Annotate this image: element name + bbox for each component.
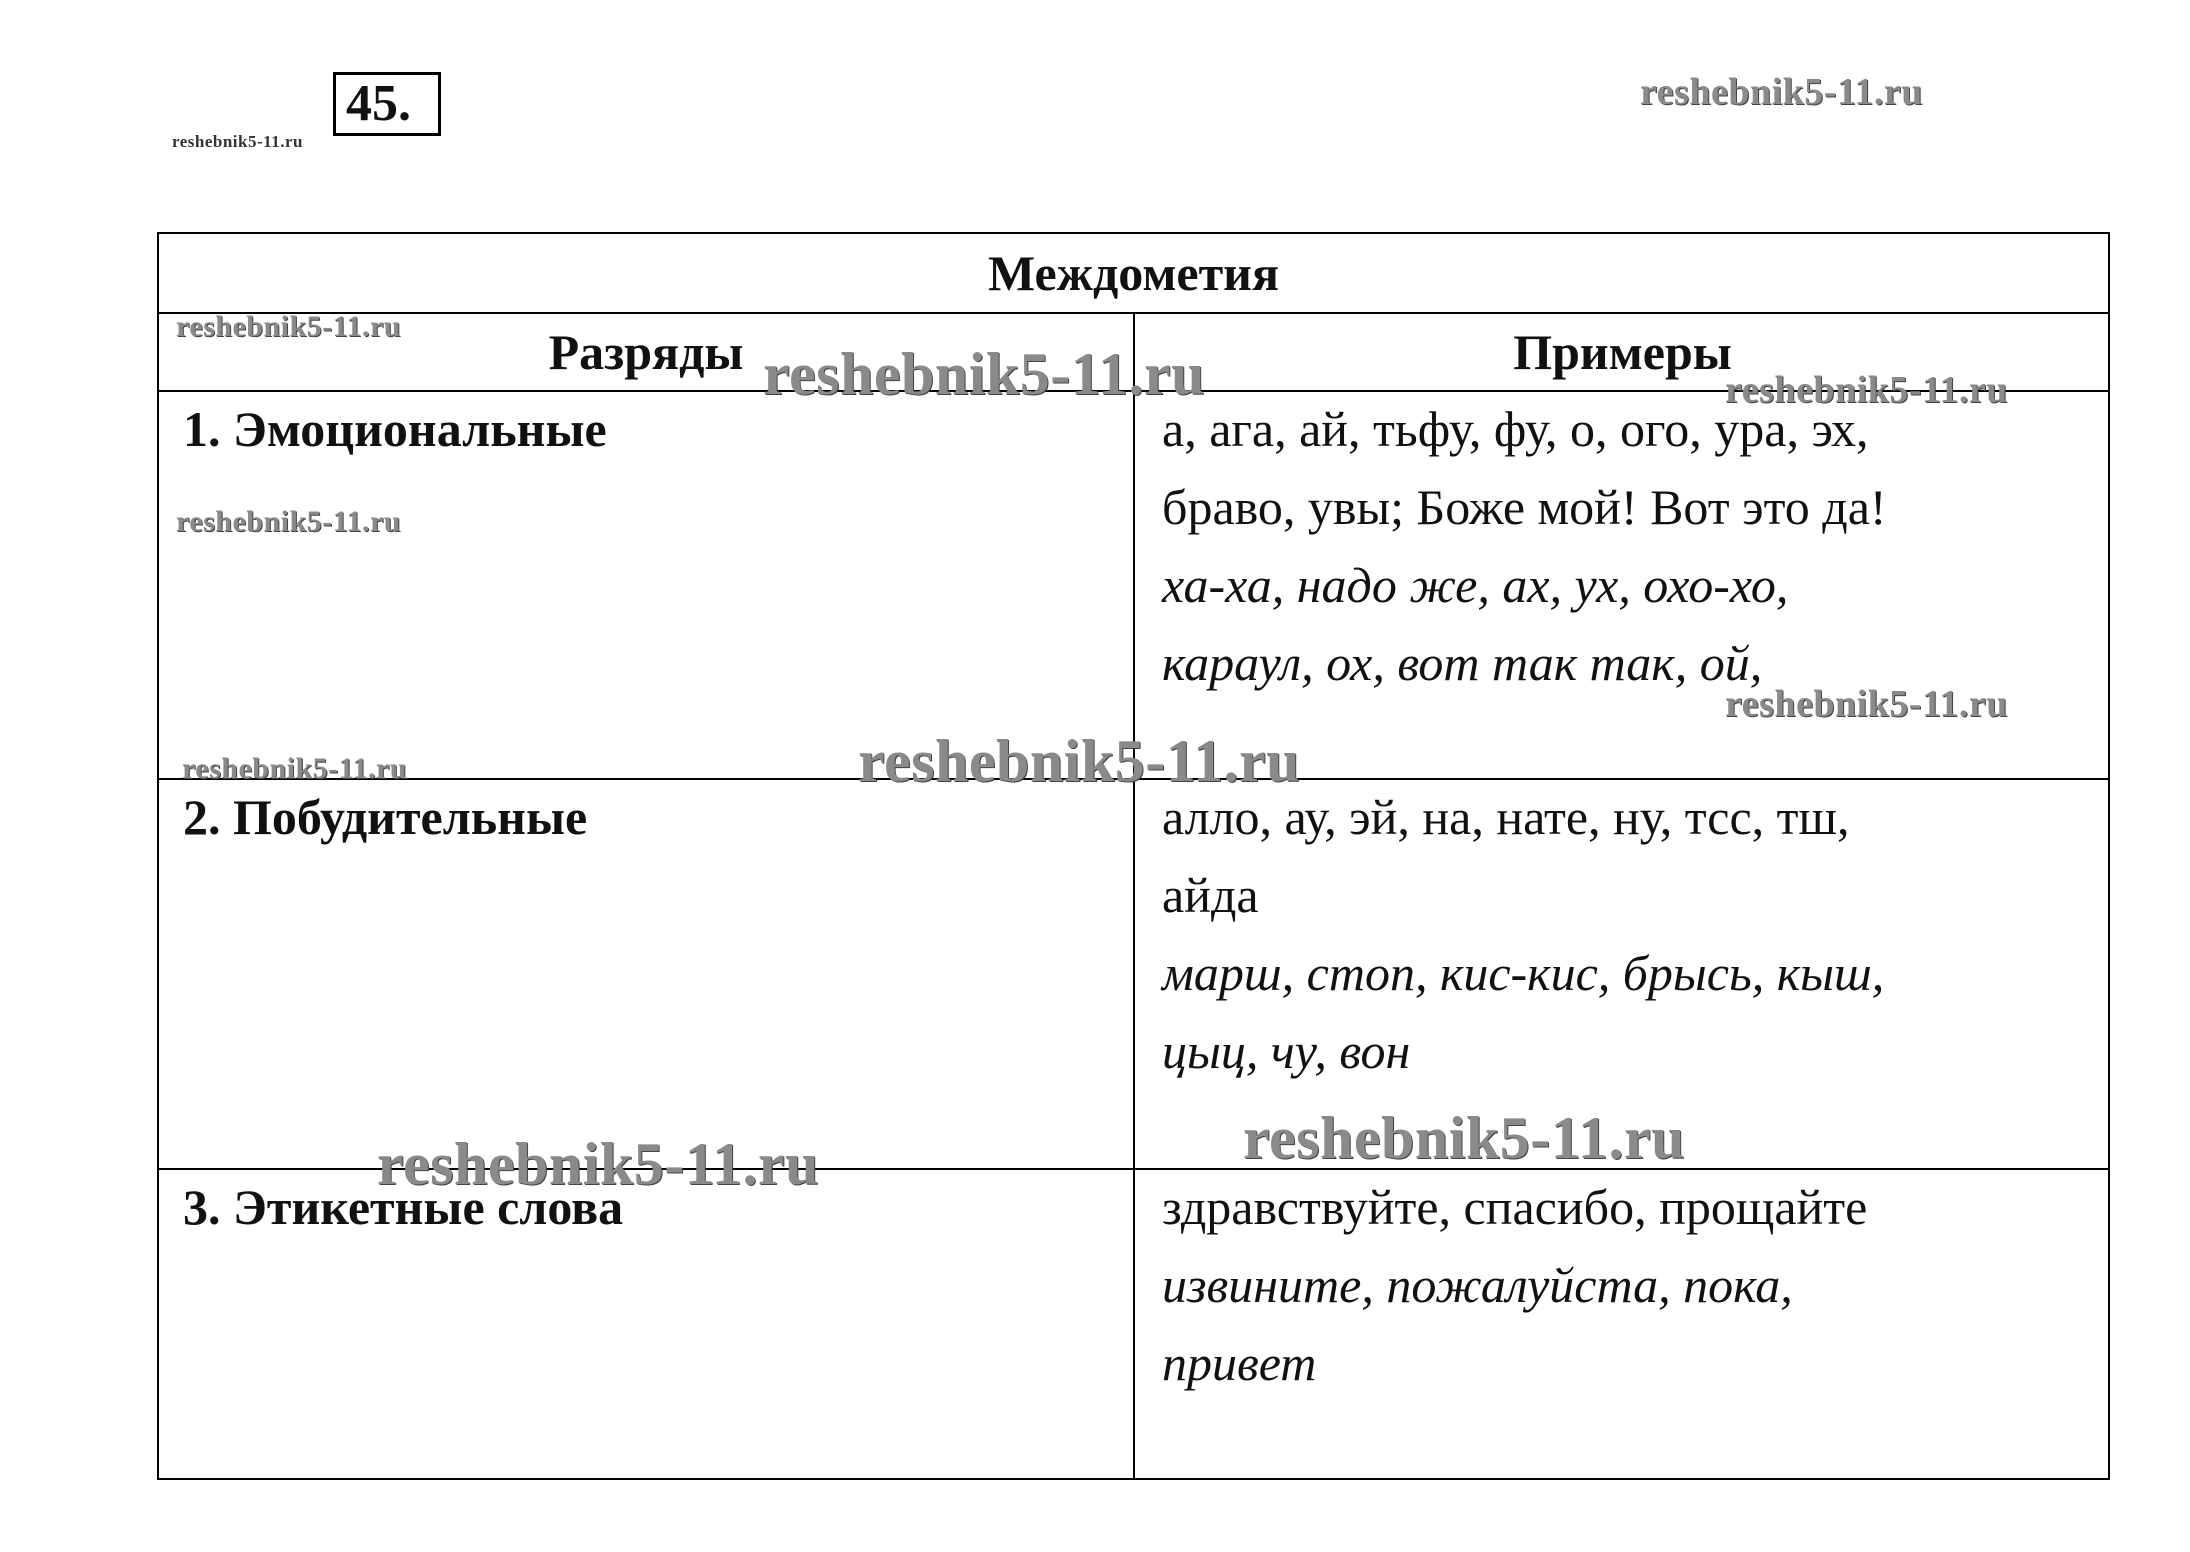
watermark: reshebnik5-11.ru xyxy=(182,752,407,785)
watermark: reshebnik5-11.ru xyxy=(176,310,401,343)
task-number: 45. xyxy=(333,72,441,136)
interjections-table xyxy=(157,232,2110,1480)
example-line: алло, ау, эй, на, нате, ну, тсс, тш, xyxy=(1162,789,1850,845)
example-line: марш, стоп, кис-кис, брысь, кыш, xyxy=(1162,945,1885,1001)
example-line: здравствуйте, спасибо, прощайте xyxy=(1162,1179,1868,1235)
examples-imperative xyxy=(1162,778,2102,1090)
watermark: reshebnik5-11.ru xyxy=(1243,1105,1685,1171)
watermark: reshebnik5-11.ru xyxy=(377,1131,819,1197)
examples-etiquette xyxy=(1162,1168,2102,1402)
watermark: reshebnik5-11.ru xyxy=(1725,683,2008,725)
category-imperative: 2. Побудительные xyxy=(183,789,588,845)
category-emotional: 1. Эмоциональные xyxy=(183,401,607,457)
category-etiquette: 3. Этикетные слова xyxy=(183,1179,624,1235)
example-line: извините, пожалуйста, пока, xyxy=(1162,1257,1793,1313)
watermark: reshebnik5-11.ru xyxy=(176,505,401,538)
example-line: цыц, чу, вон xyxy=(1162,1023,1411,1079)
header-examples: Примеры xyxy=(1513,324,1732,380)
column-divider xyxy=(1133,312,1135,1478)
example-line: ха-ха, надо же, ах, ух, охо-хо, xyxy=(1162,557,1789,613)
watermark: reshebnik5-11.ru xyxy=(858,728,1300,794)
examples-emotional xyxy=(1162,390,2102,702)
header-categories: Разряды xyxy=(548,324,744,380)
table-title: Междометия xyxy=(988,245,1279,301)
watermark: reshebnik5-11.ru xyxy=(1640,71,1923,113)
example-line: привет xyxy=(1162,1335,1317,1391)
watermark: reshebnik5-11.ru xyxy=(172,132,303,151)
watermark: reshebnik5-11.ru xyxy=(763,341,1205,407)
example-line: а, ага, ай, тьфу, фу, о, ого, ура, эх, xyxy=(1162,401,1869,457)
example-line: браво, увы; Боже мой! Вот это да! xyxy=(1162,479,1887,535)
example-line: караул, ох, вот так так, ой, xyxy=(1162,635,1763,691)
example-line: айда xyxy=(1162,867,1259,923)
watermark: reshebnik5-11.ru xyxy=(1725,369,2008,411)
